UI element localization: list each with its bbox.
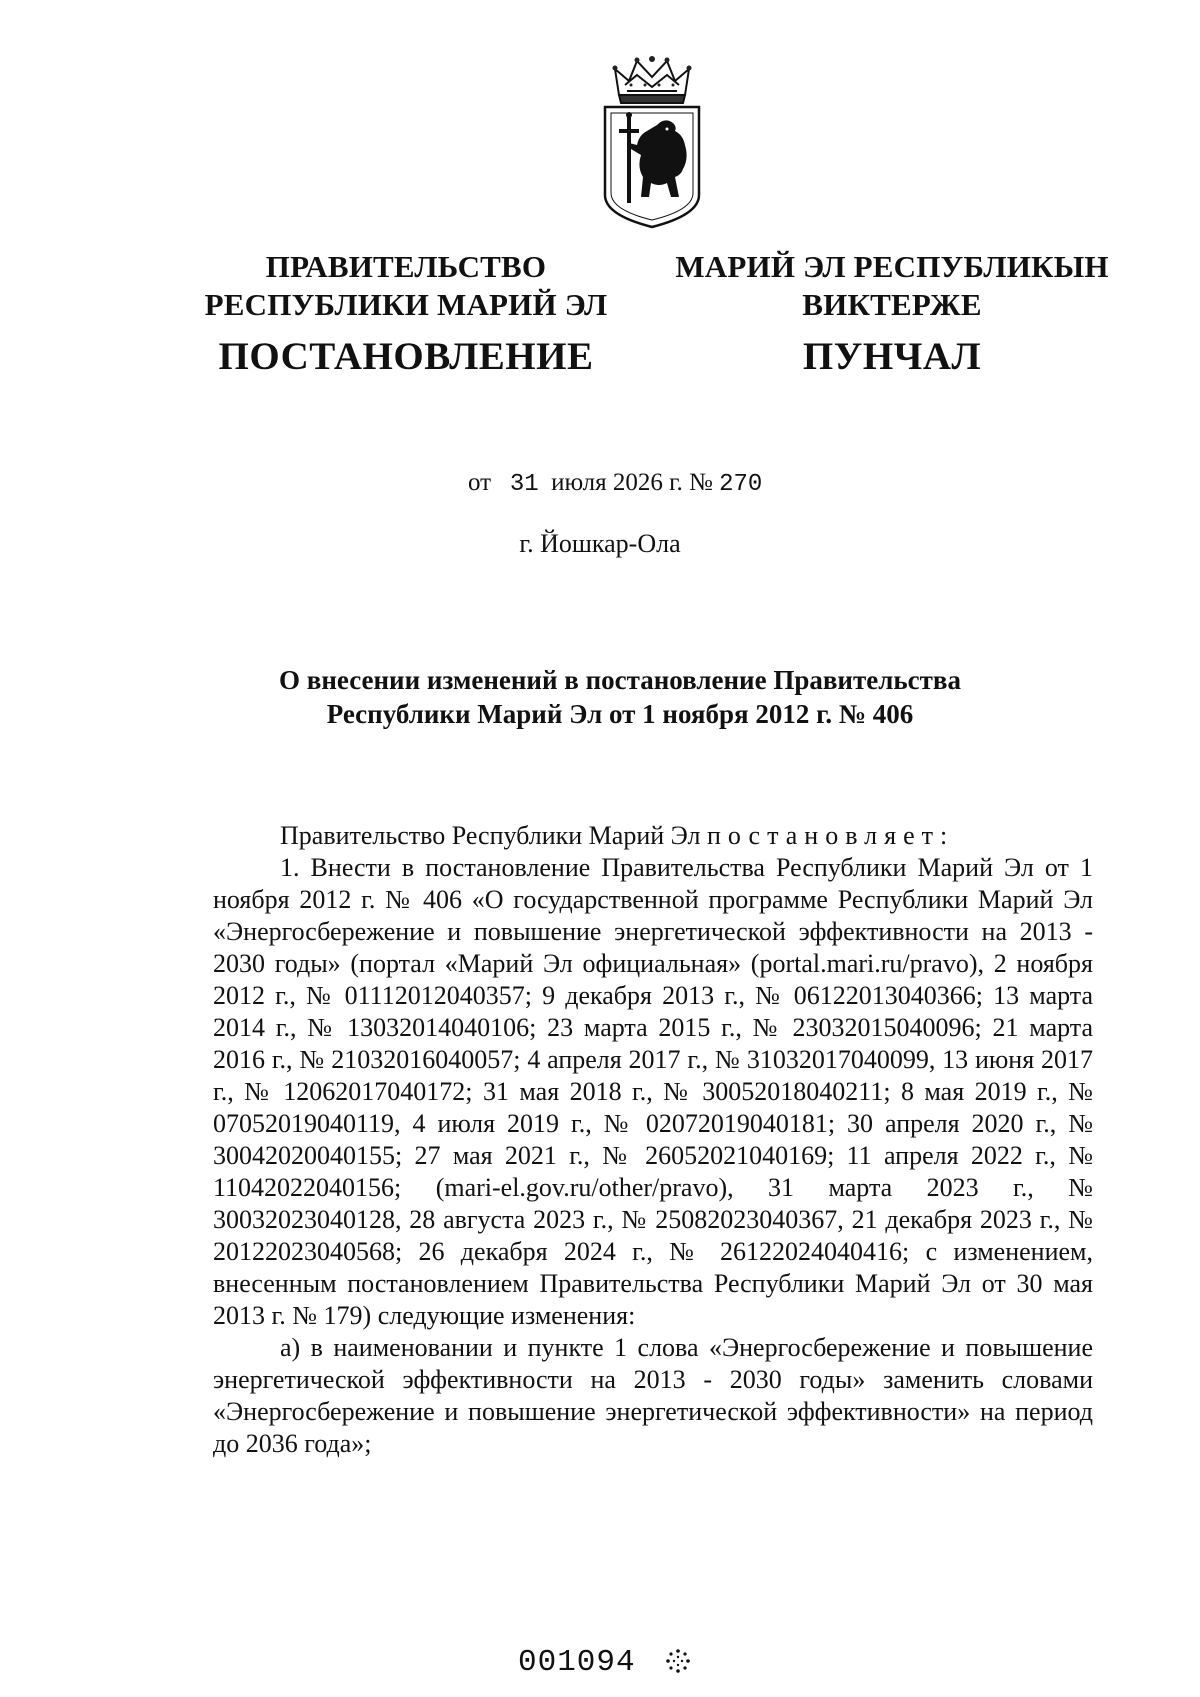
document-type-mari: ПУНЧАЛ [802,335,982,378]
document-title [220,663,1020,731]
asterisk-mark-icon [664,1647,692,1675]
date-prefix: от [468,469,492,496]
city: г. Йошкар-Ола [519,529,681,558]
document-number: 270 [719,471,763,498]
header-russian [196,248,616,380]
title-line1: О внесении изменений в постановление Правительства [279,665,961,695]
paragraph-a: а) в наименовании и пункте 1 слова «Энергосбережение и повышение энергетической эффективности на 2013 - 2030 годы» заменить словами «Энергосбережение и повышение энергетической эффективности» на период до 2036 года»; [213,1333,1093,1458]
date-line [468,469,762,498]
intro-prefix: Правительство Республики Марий Эл [280,821,701,850]
intro-verb: постановляет: [706,821,955,850]
header-mari [672,248,1112,380]
org-name-line1: ПРАВИТЕЛЬСТВО [265,249,547,284]
org-name-mari-line1: МАРИЙ ЭЛ РЕСПУБЛИКЫН [675,249,1109,284]
date-day: 31 [509,471,539,498]
date-month-year: июля 2026 г. № [551,469,713,496]
org-name-line2: РЕСПУБЛИКИ МАРИЙ ЭЛ [204,287,608,322]
coat-of-arms-icon [597,55,707,230]
document-type: ПОСТАНОВЛЕНИЕ [218,335,594,378]
document-body [213,820,1093,1460]
intro-paragraph [213,820,1093,852]
paragraph-1: 1. Внести в постановление Правительства Республики Марий Эл от 1 ноября 2012 г. № 406 «О государственной программе Республики Марий Эл «Энергосбережение и повышение энергетической эффективности на 2013 - 2030 годы» (портал «Марий Эл официальная» (portal.mari.ru/pravo), 2 ноября 2012 г., № 01112012040357; 9 декабря 2013 г., № 06122013040366; 13 марта 2014 г., № 13032014040106; 23 марта 2015 г., № 23032015040096; 21 марта 2016 г., № 21032016040057; 4 апреля 2017 г., № 31032017040099, 13 июня 2017 г., № 12062017040172; 31 мая 2018 г., № 30052018040211; 8 мая 2019 г., № 07052019040119, 4 июля 2019 г., № 02072019040181; 30 апреля 2020 г., № 30042020040155; 27 мая 2021 г., № 26052021040169; 11 апреля 2022 г., № 11042022040156; (mari-el.gov.ru/other/pravo), 31 марта 2023 г., № 30032023040128, 28 августа 2023 г., № 25082023040367, 21 декабря 2023 г., № 20122023040568; 26 декабря 2024 г., № 26122024040416; с изменением, внесенным постановлением Правительства Республики Марий Эл от 30 мая 2013 г. № 179) следующие изменения: [213,853,1093,1330]
serial-number: 001094 [518,1645,636,1680]
org-name-mari-line2: ВИКТЕРЖЕ [802,287,982,322]
title-line2: Республики Марий Эл от 1 ноября 2012 г. № 406 [326,699,914,729]
